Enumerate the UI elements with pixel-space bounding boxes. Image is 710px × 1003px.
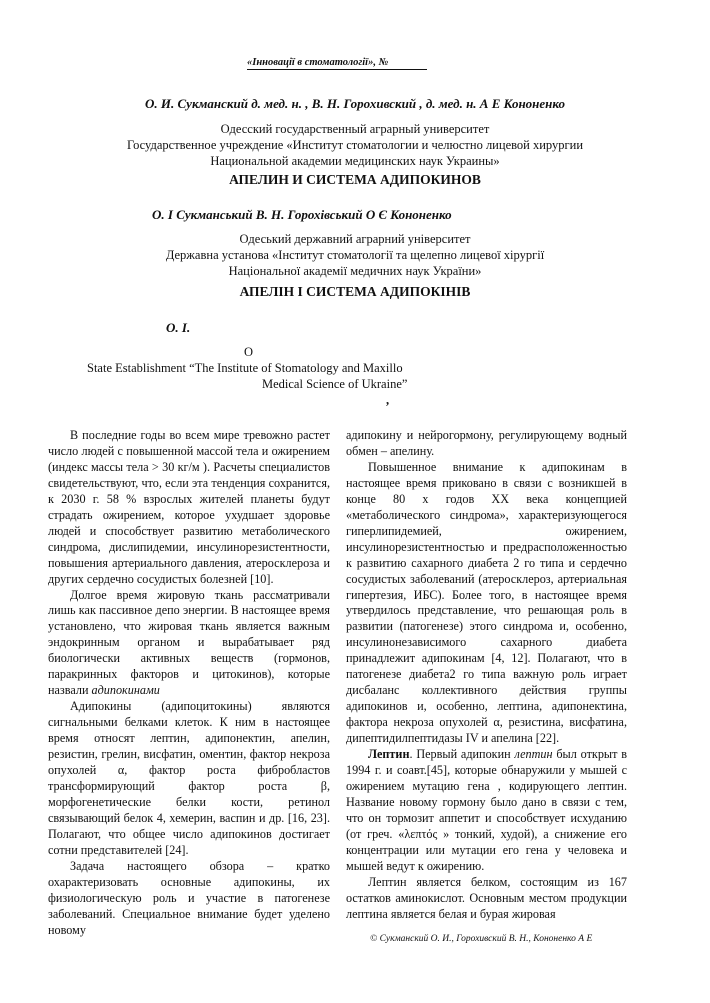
en-affiliation-1: State Establishment “The Institute of Stomatology and Maxillo bbox=[87, 361, 403, 375]
en-comma: , bbox=[386, 393, 390, 407]
ua-affiliation-1: Одеський державний аграрний університет bbox=[239, 232, 471, 246]
copyright-footer: © Сукманский О. И., Горохивский В. Н., Кононенко А Е bbox=[370, 934, 593, 944]
right-paragraph-3-a: . Первый адипокин bbox=[409, 747, 515, 762]
term-leptin: лептин bbox=[514, 747, 553, 762]
en-o-line: O bbox=[244, 345, 254, 359]
left-paragraph-2-text: Долгое время жировую ткань рассматривали лишь как пассивное депо энергии. В настоящее время установлено, что жировая ткань является важным эндокринным органом и вырабатывает ряд биологически активных веществ (гормонов, паракринных факторов и цитокинов), которые назвали bbox=[48, 587, 330, 698]
ru-affiliation-3: Национальной академии медицинских наук Украины» bbox=[210, 154, 500, 168]
left-column bbox=[48, 428, 330, 939]
left-paragraph-4: Задача настоящего обзора – кратко охарактеризовать основные адипокины, их физиологическую роль и участие в патогенезе заболеваний. Специальное внимание будет уделено новому bbox=[48, 858, 330, 937]
ua-affiliation-2: Державна установа «Інститут стоматології та щелепно лицевої хірургії bbox=[165, 248, 545, 262]
journal-header: «Інновації в стоматології», № bbox=[247, 56, 427, 70]
en-affiliation-2: Medical Science of Ukraine” bbox=[262, 377, 408, 391]
ru-affiliation-2: Государственное учреждение «Институт стоматологии и челюстно лицевой хирургии bbox=[126, 138, 584, 152]
left-paragraph-3: Адипокины (адипоцитокины) являются сигнальными белками клеток. К ним в настоящее время относят лептин, адипонектин, апелин, резистин, грелин, висфатин, оментин, фактор некроза опухолей α, фактор роста фибробластов трансформирующий фактор роста β, морфогенетические белки кости, ретинол связывающий белок 4, хемерин, васпин и др. [16, 23]. Полагают, что общее число адипокинов достигает сотни представителей [24]. bbox=[48, 699, 330, 857]
left-paragraph-1: В последние годы во всем мире тревожно растет число людей с повышенной массой тела и ожирением (индекс массы тела > 30 кг/м ). Расчеты специалистов свидетельствуют, что, если эта тенденция сохранится, к 2030 г. 58 % взрослых жителей планеты будут страдать ожирением, которое ухудшает здоровье людей и способствует развитию метаболического синдрома, дислипидемии, инсулинорезистентности, повышения артериального давления, атеросклероза и других сердечно сосудистых болезней [10]. bbox=[48, 428, 330, 586]
left-paragraph-2 bbox=[48, 588, 330, 700]
ru-affiliation-1: Одесский государственный аграрный университет bbox=[220, 122, 490, 136]
term-adipokines: адипокинами bbox=[91, 683, 160, 698]
leptin-heading: Лептин bbox=[368, 747, 410, 762]
right-paragraph-1: адипокину и нейрогормону, регулирующему водный обмен – апелину. bbox=[346, 428, 627, 458]
right-paragraph-4: Лептин является белком, состоящим из 167 остатков аминокислот. Основным местом продукции лептина является белая и бурая жировая bbox=[346, 874, 627, 921]
ru-title: АПЕЛИН И СИСТЕМА АДИПОКИНОВ bbox=[229, 172, 481, 187]
right-paragraph-3-b: был открыт в 1994 г. и соавт.[45], которые обнаружили у мышей с ожирением мутацию гена , кодирующего лептин. Название новому гормону было дано в связи с тем, что он тормозит аппетит и способствует исхуданию (от греч. «λεπτός » тонкий, худой), а снижение его концентрации или мутации его гена у человека и мышей ведут к ожирению. bbox=[346, 747, 628, 873]
right-paragraph-3 bbox=[346, 747, 627, 875]
en-authors: O. I. bbox=[166, 320, 191, 335]
ua-title: АПЕЛІН І СИСТЕМА АДИПОКІНІВ bbox=[239, 284, 471, 299]
right-column bbox=[346, 428, 627, 923]
ru-authors: О. И. Сукманский д. мед. н. , В. Н. Горохивский , д. мед. н. А Е Кононенко bbox=[145, 96, 565, 111]
right-paragraph-2: Повышенное внимание к адипокинам в настоящее время приковано в связи с возникшей в конце 80 х годов XX века концепцией «метаболического синдрома», характеризующегося гиперлипидемией, ожирением, инсулинорезистентностью и предрасположенностью к развитию сахарного диабета 2 го типа и сердечно сосудистых заболеваний (атеросклероз, артериальная гипертезия, ИБС). Более того, в настоящее время утвердилось представление, что решающая роль в развитии (патогенезе) этого синдрома и, особенно, инсулинонезависимого сахарного диабета принадлежит адипокинам [4, 12]. Полагают, что в патогенезе диабета2 го типа важную роль играет дисбаланс коллективного действия группы адипокинов и, особенно, лептина, адипонектина, фактора некроза опухолей α, резистина, висфатина, дипептидилпептидазы IV и апелина [22]. bbox=[346, 459, 627, 746]
ua-authors: О. І Сукманський В. Н. Горохівський О Є Кононенко bbox=[152, 207, 452, 222]
ua-affiliation-3: Національної академії медичних наук України» bbox=[228, 264, 482, 278]
